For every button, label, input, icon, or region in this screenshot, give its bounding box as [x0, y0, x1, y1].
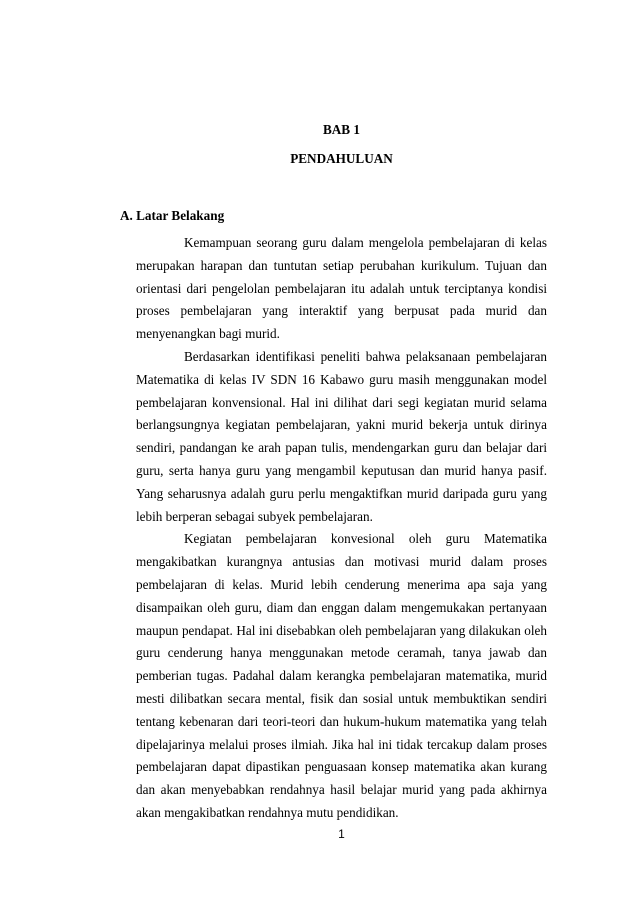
paragraph: Kegiatan pembelajaran konvesional oleh guru Matematika mengakibatkan kurangnya antusias dan motivasi murid dalam proses pembelajaran di kelas. Murid lebih cenderung menerima apa saja yang disampaikan oleh guru, diam dan enggan dalam mengemukakan pertanyaan maupun pendapat. Hal ini disebabkan oleh pembelajaran yang dilakukan oleh guru cenderung hanya menggunakan metode ceramah, tanya jawab dan pemberian tugas. Padahal dalam kerangka pembelajaran matematika, murid mesti dilibatkan secara mental, fisik dan sosial untuk membuktikan sendiri tentang kebenaran dari teori-teori dan hukum-hukum matematika yang telah dipelajarinya melalui proses ilmiah. Jika hal ini tidak tercakup dalam proses pembelajaran dapat dipastikan penguasaan konsep matematika akan kurang dan akan menyebabkan rendahnya hasil belajar murid yang pada akhirnya akan mengakibatkan rendahnya mutu pendidikan. [136, 531, 547, 820]
chapter-title: PENDAHULUAN [290, 151, 393, 166]
body-text [136, 232, 547, 825]
paragraph: Berdasarkan identifikasi peneliti bahwa pelaksanaan pembelajaran Matematika di kelas IV SDN 16 Kabawo guru masih menggunakan model pembelajaran konvensional. Hal ini dilihat dari segi kegiatan murid selama berlangsungnya kegiatan pembelajaran, yakni murid bekerja untuk dirinya sendiri, pandangan ke arah papan tulis, mendengarkan guru dan belajar dari guru, serta hanya guru yang mengambil keputusan dan murid hanya pasif. Yang seharusnya adalah guru perlu mengaktifkan murid daripada guru yang lebih berperan sebagai subyek pembelajaran. [136, 348, 547, 524]
chapter-number: BAB 1 [322, 122, 360, 137]
paragraph: Kemampuan seorang guru dalam mengelola pembelajaran di kelas merupakan harapan dan tuntutan setiap perubahan kurikulum. Tujuan dan orientasi dari pengelolan pembelajaran itu adalah untuk terciptanya kondisi proses pembelajaran yang interaktif yang berpusat pada murid dan menyenangkan bagi murid. [136, 235, 547, 342]
section-heading: A. Latar Belakang [120, 208, 225, 223]
page-number: 1 [338, 827, 345, 841]
